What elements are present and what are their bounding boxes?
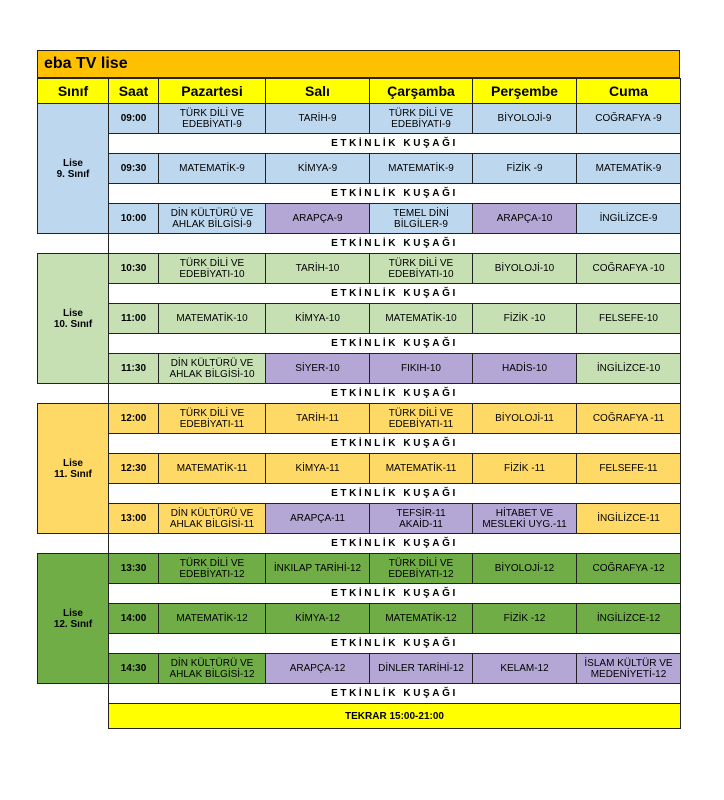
grade-name: Lise: [62, 307, 83, 319]
lesson-cell: [266, 254, 370, 284]
lesson-cell: [370, 154, 473, 184]
cell-line-1: MATEMATİK-10: [176, 313, 248, 324]
cell-line-1: MATEMATİK-11: [176, 463, 248, 474]
lesson-cell: [370, 554, 473, 584]
cell-line-1: İNGİLİZCE-10: [596, 363, 661, 374]
cell-line-1: DİN KÜLTÜRÜ VE: [170, 657, 254, 669]
lesson-cell: [266, 654, 370, 684]
cell-line-1: SİYER-10: [295, 363, 340, 374]
lesson-cell: [473, 404, 577, 434]
grade-level: 12. Sınıf: [53, 618, 93, 630]
grade-cell: [38, 104, 109, 234]
cell-line-1: KİMYA-10: [295, 313, 340, 324]
blank-cell: [38, 684, 109, 704]
lesson-row: [38, 504, 681, 534]
cell-line-2: AKAİD-11: [399, 518, 443, 530]
cell-line-1: ARAPÇA-11: [290, 513, 345, 524]
lesson-cell: [370, 304, 473, 334]
grade-level: 9. Sınıf: [56, 168, 90, 180]
lesson-cell: [159, 104, 266, 134]
lesson-cell: [577, 154, 681, 184]
activity-row: [38, 134, 681, 154]
activity-band: ETKİNLİK KUŞAĞI: [109, 134, 681, 154]
cell-line-2: EDEBİYATI-10: [388, 268, 454, 280]
activity-row: [38, 234, 681, 254]
lesson-cell: [370, 104, 473, 134]
lesson-row: [38, 204, 681, 234]
cell-line-1: FELSEFE-11: [599, 463, 658, 474]
lesson-cell: [577, 454, 681, 484]
blank-cell: [38, 234, 109, 254]
cell-line-1: COĞRAFYA -9: [595, 113, 662, 124]
lesson-cell: [159, 254, 266, 284]
header-carsamba: Çarşamba: [370, 79, 473, 104]
lesson-cell: [473, 154, 577, 184]
activity-row: [38, 634, 681, 654]
lesson-cell: [577, 554, 681, 584]
header-pazartesi: Pazartesi: [159, 79, 266, 104]
cell-line-2: AHLAK BİLGİSİ-9: [172, 218, 252, 230]
cell-line-2: EDEBİYATI-9: [182, 118, 242, 130]
lesson-cell: [159, 404, 266, 434]
cell-line-1: BİYOLOJİ-10: [494, 263, 555, 274]
cell-line-1: TÜRK DİLİ VE: [179, 557, 245, 569]
lesson-cell: [266, 404, 370, 434]
cell-line-1: TARİH-10: [295, 263, 340, 274]
lesson-row: [38, 354, 681, 384]
blank-cell: [38, 534, 109, 554]
lesson-cell: [370, 354, 473, 384]
cell-line-1: TÜRK DİLİ VE: [388, 407, 454, 419]
cell-line-1: İSLAM KÜLTÜR VE: [584, 657, 673, 669]
lesson-cell: [370, 454, 473, 484]
lesson-cell: [159, 504, 266, 534]
repeat-row: [38, 704, 681, 729]
lesson-cell: [266, 154, 370, 184]
time-cell: 12:30: [109, 454, 159, 484]
activity-band: ETKİNLİK KUŞAĞI: [109, 634, 681, 654]
schedule-body: [38, 104, 681, 729]
cell-line-1: KİMYA-12: [295, 613, 340, 624]
cell-line-1: TÜRK DİLİ VE: [179, 107, 245, 119]
activity-band: ETKİNLİK KUŞAĞI: [109, 334, 681, 354]
activity-row: [38, 384, 681, 404]
lesson-row: [38, 154, 681, 184]
lesson-cell: [473, 104, 577, 134]
grade-level: 10. Sınıf: [53, 318, 93, 330]
cell-line-2: EDEBİYATI-10: [179, 268, 245, 280]
lesson-cell: [577, 104, 681, 134]
lesson-row: [38, 554, 681, 584]
lesson-cell: [577, 654, 681, 684]
cell-line-1: DİNLER TARİHİ-12: [378, 663, 464, 674]
cell-line-2: BİLGİLER-9: [394, 218, 448, 230]
cell-line-1: MATEMATİK-9: [388, 163, 454, 174]
cell-line-1: TÜRK DİLİ VE: [388, 257, 454, 269]
cell-line-2: EDEBİYATI-11: [388, 418, 454, 430]
lesson-row: [38, 304, 681, 334]
activity-band: ETKİNLİK KUŞAĞI: [109, 584, 681, 604]
lesson-cell: [473, 354, 577, 384]
cell-line-1: MATEMATİK-11: [385, 463, 457, 474]
lesson-cell: [473, 654, 577, 684]
lesson-cell: [370, 604, 473, 634]
lesson-cell: [370, 654, 473, 684]
grade-level: 11. Sınıf: [54, 468, 92, 480]
time-cell: 09:00: [109, 104, 159, 134]
header-persembe: Perşembe: [473, 79, 577, 104]
lesson-cell: [370, 504, 473, 534]
cell-line-2: EDEBİYATI-9: [391, 118, 451, 130]
time-cell: 14:00: [109, 604, 159, 634]
cell-line-1: İNGİLİZCE-9: [599, 213, 658, 224]
lesson-cell: [159, 204, 266, 234]
lesson-cell: [473, 254, 577, 284]
activity-row: [38, 584, 681, 604]
lesson-cell: [473, 554, 577, 584]
lesson-cell: [159, 154, 266, 184]
time-cell: 11:00: [109, 304, 159, 334]
activity-row: [38, 334, 681, 354]
activity-row: [38, 684, 681, 704]
activity-row: [38, 184, 681, 204]
cell-line-1: TEFSİR-11: [396, 507, 446, 519]
grade-name: Lise: [62, 607, 83, 619]
activity-band: ETKİNLİK KUŞAĞI: [109, 184, 681, 204]
lesson-cell: [473, 304, 577, 334]
cell-line-2: AHLAK BİLGİSİ-12: [169, 668, 255, 680]
lesson-cell: [159, 604, 266, 634]
cell-line-1: FİZİK -11: [504, 463, 545, 474]
time-cell: 10:00: [109, 204, 159, 234]
lesson-cell: [577, 254, 681, 284]
cell-line-1: TÜRK DİLİ VE: [388, 557, 454, 569]
lesson-row: [38, 654, 681, 684]
lesson-row: [38, 254, 681, 284]
lesson-cell: [370, 254, 473, 284]
lesson-cell: [577, 404, 681, 434]
lesson-cell: [577, 204, 681, 234]
lesson-cell: [159, 304, 266, 334]
activity-row: [38, 484, 681, 504]
lesson-cell: [266, 204, 370, 234]
lesson-cell: [266, 604, 370, 634]
cell-line-1: COĞRAFYA -12: [592, 563, 665, 574]
cell-line-1: MATEMATİK-12: [385, 613, 457, 624]
lesson-cell: [159, 354, 266, 384]
cell-line-1: TARİH-11: [296, 413, 339, 424]
lesson-cell: [473, 454, 577, 484]
cell-line-1: KELAM-12: [500, 663, 549, 674]
lesson-cell: [577, 354, 681, 384]
cell-line-1: MATEMATİK-12: [176, 613, 248, 624]
cell-line-1: KİMYA-11: [295, 463, 340, 474]
cell-line-2: EDEBİYATI-11: [179, 418, 245, 430]
cell-line-1: HİTABET VE: [495, 507, 554, 519]
lesson-cell: [473, 504, 577, 534]
cell-line-1: TEMEL DİNİ: [393, 207, 449, 219]
cell-line-1: İNGİLİZCE-11: [597, 513, 660, 524]
cell-line-1: ARAPÇA-9: [292, 213, 343, 224]
time-cell: 13:30: [109, 554, 159, 584]
time-cell: 14:30: [109, 654, 159, 684]
time-cell: 10:30: [109, 254, 159, 284]
repeat-band: TEKRAR 15:00-21:00: [109, 704, 681, 729]
cell-line-1: FIKIH-10: [400, 363, 441, 374]
cell-line-2: MEDENİYETİ-12: [590, 668, 667, 680]
lesson-row: [38, 404, 681, 434]
cell-line-2: MESLEKİ UYG.-11: [482, 518, 567, 530]
lesson-cell: [473, 604, 577, 634]
cell-line-1: FİZİK -10: [503, 313, 546, 324]
cell-line-1: MATEMATİK-9: [179, 163, 245, 174]
lesson-cell: [577, 304, 681, 334]
lesson-cell: [266, 504, 370, 534]
lesson-row: [38, 604, 681, 634]
lesson-cell: [266, 454, 370, 484]
cell-line-2: AHLAK BİLGİSİ-11: [169, 518, 255, 530]
cell-line-1: HADİS-10: [501, 363, 547, 374]
time-cell: 11:30: [109, 354, 159, 384]
grade-cell: [38, 254, 109, 384]
cell-line-1: ARAPÇA-12: [289, 663, 346, 674]
header-sinif: Sınıf: [38, 79, 109, 104]
activity-band: ETKİNLİK KUŞAĞI: [109, 384, 681, 404]
cell-line-1: FELSEFE-10: [599, 313, 658, 324]
lesson-cell: [159, 654, 266, 684]
cell-line-1: ARAPÇA-10: [496, 213, 553, 224]
blank-cell: [38, 704, 109, 729]
lesson-cell: [266, 304, 370, 334]
lesson-cell: [266, 354, 370, 384]
grade-cell: [38, 554, 109, 684]
time-cell: 12:00: [109, 404, 159, 434]
header-row: [38, 79, 681, 104]
lesson-row: [38, 454, 681, 484]
header-cuma: Cuma: [577, 79, 681, 104]
cell-line-1: MATEMATİK-10: [385, 313, 457, 324]
cell-line-1: COĞRAFYA -10: [592, 263, 665, 274]
activity-row: [38, 434, 681, 454]
cell-line-1: BİYOLOJİ-12: [494, 563, 555, 574]
cell-line-2: AHLAK BİLGİSİ-10: [169, 368, 255, 380]
activity-band: ETKİNLİK KUŞAĞI: [109, 284, 681, 304]
lesson-cell: [266, 554, 370, 584]
activity-row: [38, 534, 681, 554]
cell-line-1: DİN KÜLTÜRÜ VE: [170, 507, 254, 519]
schedule-table: [37, 78, 681, 729]
cell-line-1: COĞRAFYA -11: [592, 413, 665, 424]
grade-cell: [38, 404, 109, 534]
time-cell: 09:30: [109, 154, 159, 184]
activity-band: ETKİNLİK KUŞAĞI: [109, 534, 681, 554]
lesson-cell: [266, 104, 370, 134]
cell-line-1: TÜRK DİLİ VE: [388, 107, 454, 119]
time-cell: 13:00: [109, 504, 159, 534]
activity-band: ETKİNLİK KUŞAĞI: [109, 234, 681, 254]
cell-line-1: İNKILAP TARİHİ-12: [273, 563, 362, 574]
activity-band: ETKİNLİK KUŞAĞI: [109, 434, 681, 454]
blank-cell: [38, 384, 109, 404]
header-sali: Salı: [266, 79, 370, 104]
cell-line-1: KİMYA-9: [297, 163, 338, 174]
activity-row: [38, 284, 681, 304]
cell-line-2: EDEBİYATI-12: [179, 568, 245, 580]
lesson-cell: [577, 604, 681, 634]
activity-band: ETKİNLİK KUŞAĞI: [109, 684, 681, 704]
cell-line-1: BİYOLOJİ-9: [497, 113, 552, 124]
lesson-cell: [370, 204, 473, 234]
lesson-cell: [159, 454, 266, 484]
header-saat: Saat: [109, 79, 159, 104]
lesson-cell: [370, 404, 473, 434]
cell-line-1: BİYOLOJİ-11: [495, 413, 554, 424]
grade-name: Lise: [62, 457, 83, 469]
activity-band: ETKİNLİK KUŞAĞI: [109, 484, 681, 504]
lesson-cell: [473, 204, 577, 234]
cell-line-1: İNGİLİZCE-12: [596, 613, 661, 624]
cell-line-1: FİZİK -12: [503, 613, 546, 624]
cell-line-2: EDEBİYATI-12: [388, 568, 454, 580]
cell-line-1: DİN KÜLTÜRÜ VE: [170, 357, 254, 369]
grade-name: Lise: [62, 157, 83, 169]
cell-line-1: FİZİK -9: [506, 163, 543, 174]
lesson-row: [38, 104, 681, 134]
lesson-cell: [577, 504, 681, 534]
cell-line-1: DİN KÜLTÜRÜ VE: [170, 207, 254, 219]
schedule-title: eba TV lise: [37, 50, 680, 78]
cell-line-1: TÜRK DİLİ VE: [179, 257, 245, 269]
cell-line-1: MATEMATİK-9: [595, 163, 662, 174]
cell-line-1: TÜRK DİLİ VE: [179, 407, 245, 419]
lesson-cell: [159, 554, 266, 584]
cell-line-1: TARİH-9: [298, 113, 337, 124]
